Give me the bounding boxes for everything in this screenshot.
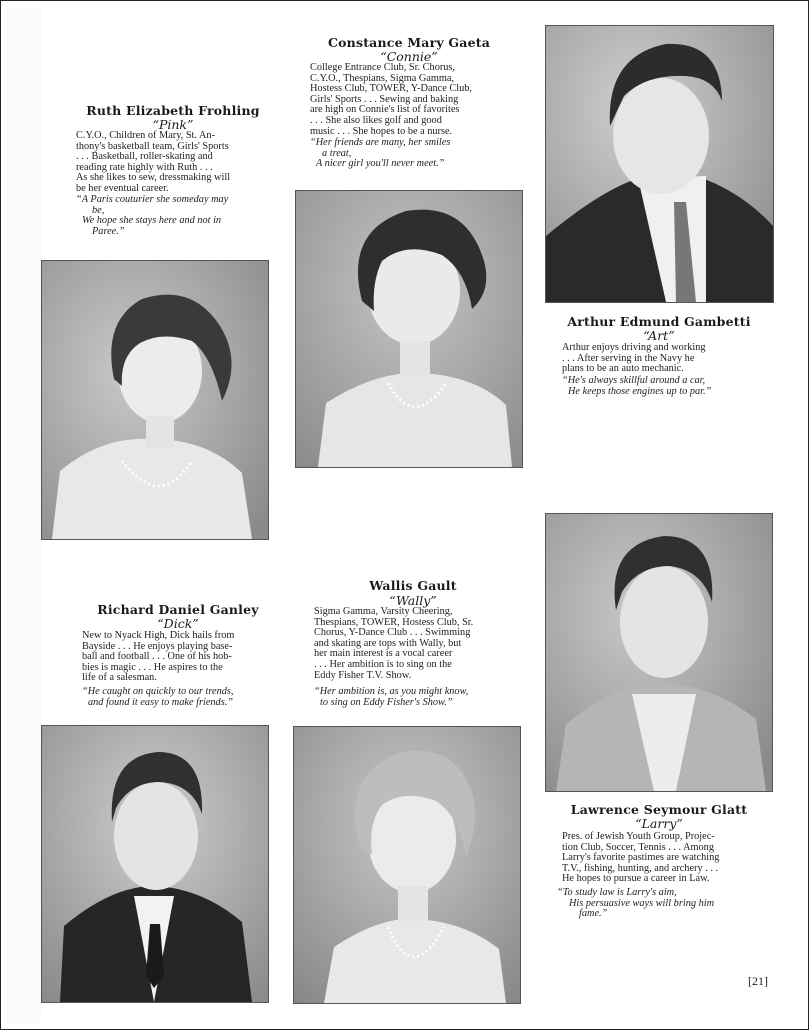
student-bio: New to Nyack High, Dick hails from Bayside . . . He enjoys playing base- ball and football . . . One of his hob- bies is magic . . . He aspires to the life of a salesman. — [82, 630, 235, 684]
page-number: [21] — [748, 974, 768, 988]
student-name: Arthur Edmund Gambetti — [567, 314, 751, 329]
student-nickname: “Pink” — [152, 117, 194, 132]
portrait-photo — [545, 25, 774, 303]
student-quote: “He's always skillful around a car, He keeps those engines up to par.” — [562, 375, 712, 397]
student-nickname: “Connie” — [380, 49, 438, 64]
student-nickname: “Art” — [643, 328, 675, 343]
student-name: Lawrence Seymour Glatt — [570, 802, 748, 817]
portrait-photo — [295, 190, 523, 468]
page-gutter — [7, 7, 41, 1023]
student-bio: Arthur enjoys driving and working . . . After serving in the Navy he plans to be an auto mechanic. — [562, 342, 706, 375]
student-nickname: “Dick” — [157, 616, 199, 631]
portrait-photo — [545, 513, 773, 792]
student-quote: “To study law is Larry's aim, His persuasive ways will bring him fame.” — [557, 887, 715, 920]
portrait-photo — [41, 260, 269, 540]
student-bio: Pres. of Jewish Youth Group, Projec- tion Club, Soccer, Tennis . . . Among Larry's favorite pastimes are watching T.V., fishing, hunting, and archery . . . He hopes to pursue a career in Law. — [562, 831, 720, 885]
portrait-photo — [293, 726, 521, 1004]
student-nickname: “Larry” — [635, 816, 683, 831]
student-quote: “He caught on quickly to our trends, and found it easy to make friends.” — [82, 686, 234, 708]
student-quote: “Her friends are many, her smiles a treat, A nicer girl you'll never meet.” — [310, 137, 451, 170]
student-bio: College Entrance Club, Sr. Chorus, C.Y.O., Thespians, Sigma Gamma, Hostess Club, TOWER, Y-Dance Club, Girls' Sports . . . Sewing and baking are high on Connie's list of favorites . . . She also likes golf and good music . . . She hopes to be a nurse. — [310, 62, 472, 137]
student-quote: “A Paris couturier she someday may be, We hope she stays here and not in Paree.” — [76, 194, 229, 237]
student-bio: Sigma Gamma, Varsity Cheering, Thespians, TOWER, Hostess Club, Sr. Chorus, Y-Dance Club . . . Swimming and skating are tops with Wally, but her main interest is a vocal career . . . Her ambition is to sing on the Eddy Fisher T.V. Show. — [314, 606, 474, 681]
student-name: Richard Daniel Ganley — [97, 602, 259, 617]
student-quote: “Her ambition is, as you might know, to sing on Eddy Fisher's Show.” — [314, 686, 469, 708]
student-name: Wallis Gault — [369, 578, 457, 593]
student-nickname: “Wally” — [389, 593, 437, 608]
student-name: Ruth Elizabeth Frohling — [86, 103, 260, 118]
portrait-photo — [41, 725, 269, 1003]
student-bio: C.Y.O., Children of Mary, St. An- thony's basketball team, Girls' Sports . . . Basketball, roller-skating and reading rate highly with Ruth . . . As she likes to sew, dressmaking will be her eventual career. — [76, 130, 231, 194]
student-name: Constance Mary Gaeta — [327, 35, 491, 50]
